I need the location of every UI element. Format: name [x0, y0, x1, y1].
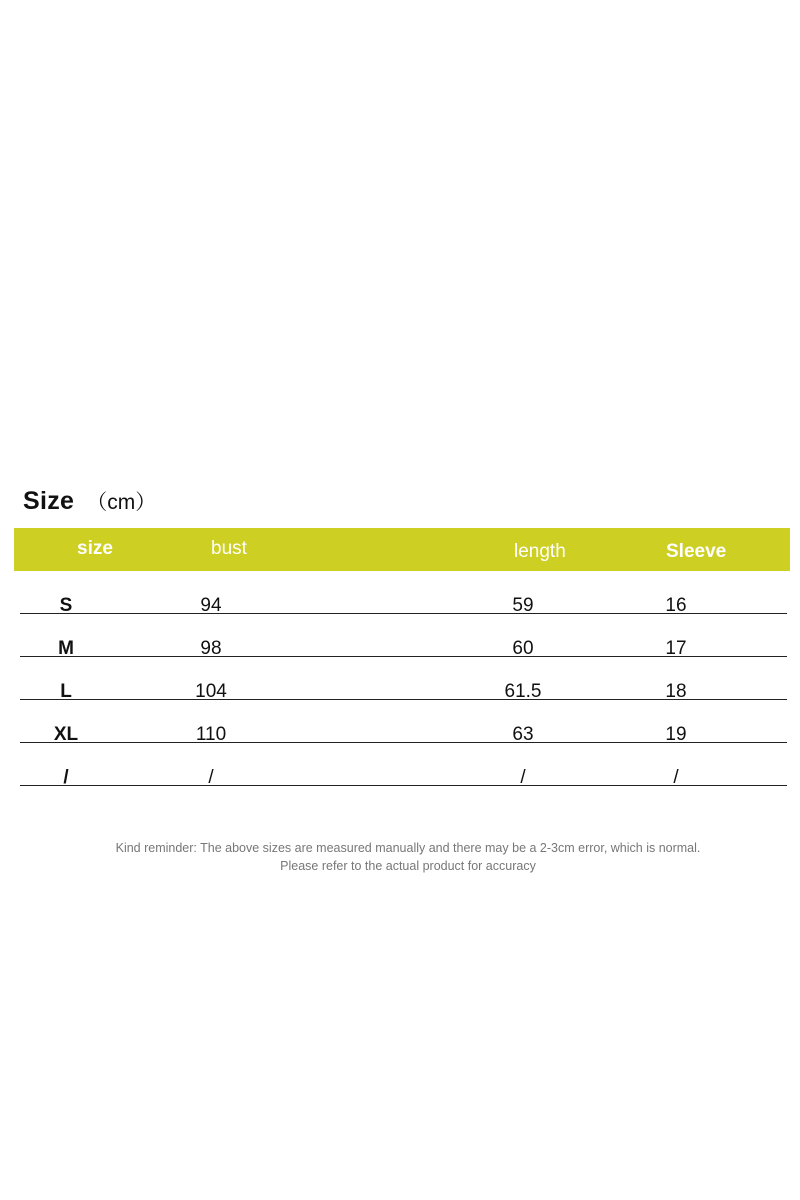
- cell-bust-text: 104: [195, 681, 227, 702]
- title-unit: （cm）: [86, 491, 157, 514]
- cell-sleeve-text: 17: [665, 638, 687, 659]
- note-line-1: Kind reminder: The above sizes are measured manually and there may be a 2-3cm error, which is normal.: [115, 841, 701, 855]
- cell-sleeve-text: /: [673, 767, 679, 788]
- cell-bust-text: /: [208, 767, 214, 788]
- cell-size-text: /: [63, 767, 69, 788]
- cell-bust-text: 98: [200, 638, 222, 659]
- cell-bust-text: 110: [195, 724, 227, 745]
- cell-bust-text: 94: [200, 595, 222, 616]
- kind-reminder-note: [0, 839, 800, 875]
- cell-length-text: 61.5: [504, 681, 542, 702]
- cell-sleeve-text: 16: [665, 595, 687, 616]
- cell-size-text: M: [58, 638, 74, 659]
- cell-sleeve-text: 18: [665, 681, 687, 702]
- cell-length-text: /: [520, 767, 526, 788]
- header-bust: bust: [211, 538, 247, 559]
- cell-size-text: S: [59, 595, 73, 616]
- header-length: length: [514, 541, 566, 562]
- cell-size-text: XL: [53, 724, 79, 745]
- size-chart-title: [23, 486, 156, 518]
- cell-length-text: 60: [512, 638, 534, 659]
- table-row: [20, 614, 787, 657]
- cell-sleeve-text: 19: [665, 724, 687, 745]
- table-row: [20, 743, 787, 786]
- cell-length-text: 63: [512, 724, 534, 745]
- title-main: Size: [23, 487, 75, 515]
- table-row: [20, 657, 787, 700]
- header-sleeve: Sleeve: [666, 541, 727, 562]
- table-row: [20, 571, 787, 614]
- cell-size-text: L: [60, 681, 72, 702]
- size-table: [14, 528, 790, 786]
- note-line-2: Please refer to the actual product for accuracy: [280, 859, 536, 873]
- table-row: [20, 700, 787, 743]
- table-header: [14, 528, 790, 571]
- header-size: size: [77, 538, 113, 559]
- cell-length-text: 59: [512, 595, 534, 616]
